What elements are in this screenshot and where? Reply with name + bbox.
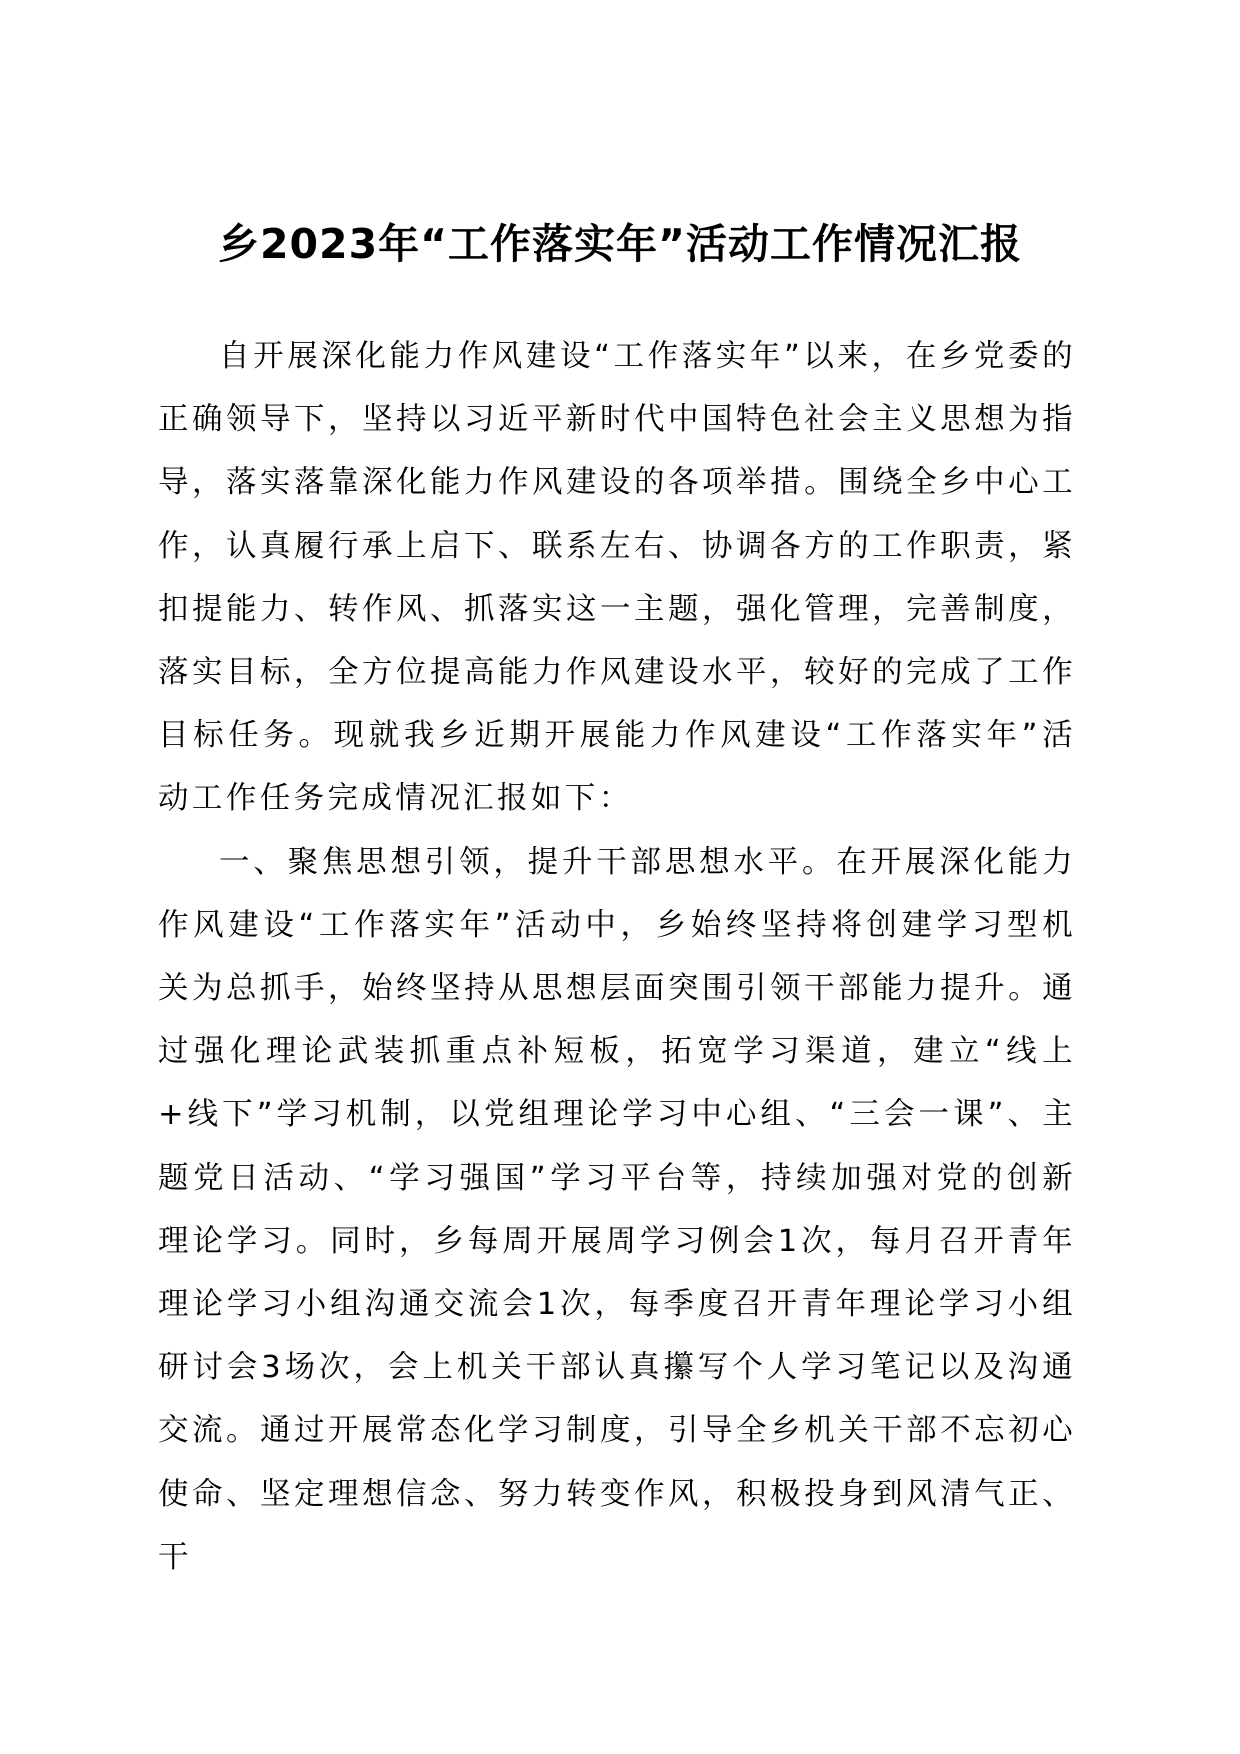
document-body (158, 325, 1076, 1589)
paragraph-intro: 自开展深化能力作风建设“工作落实年”以来，在乡党委的正确领导下，坚持以习近平新时代中国特色社会主义思想为指导，落实落靠深化能力作风建设的各项举措。围绕全乡中心工作，认真履行承上启下、联系左右、协调各方的工作职责，紧扣提能力、转作风、抓落实这一主题，强化管理，完善制度，落实目标，全方位提高能力作风建设水平，较好的完成了工作目标任务。现就我乡近期开展能力作风建设“工作落实年”活动工作任务完成情况汇报如下： (158, 339, 1076, 817)
paragraph-section-1: 一、聚焦思想引领，提升干部思想水平。在开展深化能力作风建设“工作落实年”活动中，乡始终坚持将创建学习型机关为总抓手，始终坚持从思想层面突围引领干部能力提升。通过强化理论武装抓重点补短板，拓宽学习渠道，建立“线上+线下”学习机制，以党组理论学习中心组、“三会一课”、主题党日活动、“学习强国”学习平台等，持续加强对党的创新理论学习。同时，乡每周开展周学习例会1次，每月召开青年理论学习小组沟通交流会1次，每季度召开青年理论学习小组研讨会3场次，会上机关干部认真攥写个人学习笔记以及沟通交流。通过开展常态化学习制度，引导全乡机关干部不忘初心使命、坚定理想信念、努力转变作风，积极投身到风清气正、干 (158, 844, 1076, 1575)
document-title: 乡2023年“工作落实年”活动工作情况汇报 (217, 220, 1022, 268)
